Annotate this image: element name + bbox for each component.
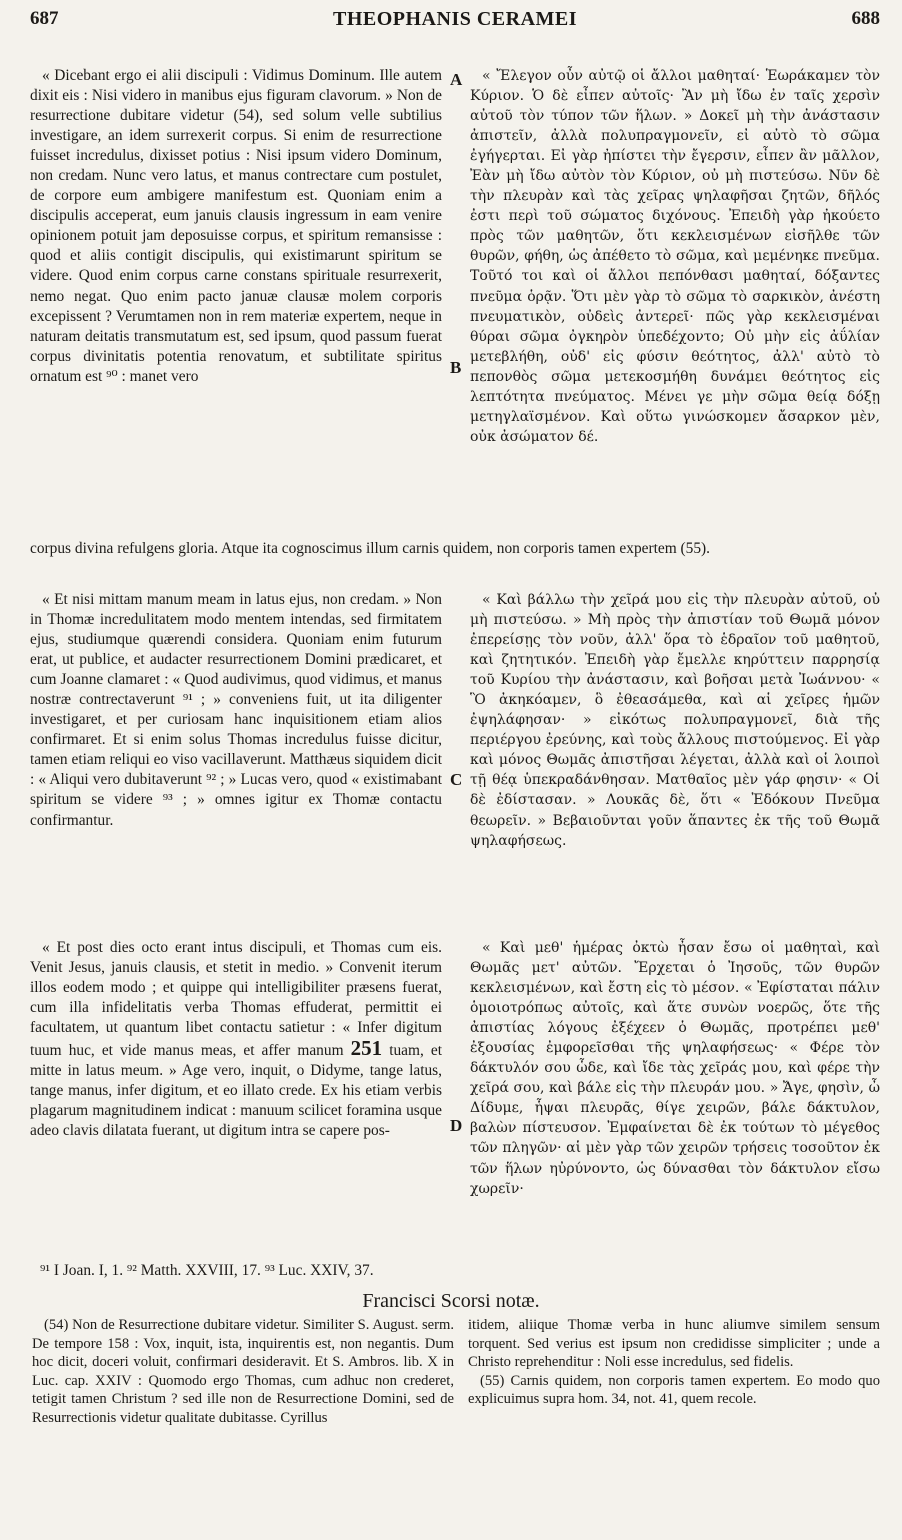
- notes-title: Francisci Scorsi notæ.: [362, 1290, 540, 1312]
- right-page-number: 688: [851, 8, 880, 29]
- latin-continuation: [30, 539, 880, 559]
- header-title: THEOPHANIS CERAMEI: [332, 8, 578, 30]
- margin-letter-a: A: [450, 70, 463, 89]
- margin-letter-b: B: [450, 358, 462, 377]
- latin-paragraph-3-part-a: « Et post dies octo erant intus discipuli, et Thomas cum eis. Venit Jesus, januis clausis, et stetit in medio. » Convenit iterum illos eodem modo ; et quippe qui intelligibiliter præsens fuerat, cum illa infidelitatis verba Thomas effuderat, permittit ei facultatem, ut quantum libet contactu satietur : « Infer digitum tuum huc, et vide manus meas, et affer manum: [30, 939, 442, 1060]
- note-54-continued: itidem, aliique Thomæ verba in hunc aliumve similem sensum torquent. Sed verius est ipsum non credidisse simpliciter ; unde a Christo reprehenditur : Noli esse incredulus, sed fidelis.: [468, 1317, 880, 1370]
- latin-column-section-2: [30, 590, 442, 831]
- left-page-number: 687: [30, 8, 59, 29]
- footnote-references: ⁹¹ I Joan. I, 1. ⁹² Matth. XXVIII, 17. ⁹³ Luc. XXIV, 37.: [40, 1262, 374, 1279]
- column-number: 251: [350, 1036, 383, 1061]
- greek-column-section-3: [470, 938, 880, 1199]
- latin-paragraph-2: « Et nisi mittam manum meam in latus ejus, non credam. » Non in Thomæ incredulitatem modo mentem intendas, sed firmitatem ejus, studiumque quærendi considera. Quoniam enim futurum erat, ut publice, et audacter resurrectionem Domini prædicaret, et cum Joanne clamaret : « Quod audivimus, quod vidimus, et manus nostræ contrectaverunt ⁹¹ ; » conveniens fuit, ut ita diligenter investigaret, et per curiosam hanc inquisitionem etiam alios confirmaret. Et si enim solus Thomas incredulus fuisse dicitur, tamen etiam reliqui eo viso vacillaverunt. Matthæus siquidem dicit : « Aliqui vero dubitaverunt ⁹² ; » Lucas vero, quod « existimabant spiritum se videre ⁹³ ; » omnes igitur ex Thomæ contactu confirmantur.: [30, 591, 442, 829]
- greek-column-section-2: [470, 590, 880, 851]
- latin-paragraph-3: [30, 938, 442, 1141]
- notes-right-column: [468, 1316, 880, 1409]
- latin-column-section-3: [30, 938, 442, 1141]
- note-54: (54) Non de Resurrectione dubitare videtur. Similiter S. August. serm. De tempore 158 : Vox, inquit, ista, inquirentis est, non negantis. Dum hoc dicit, doceri voluit, confirmari desideravit. Et S. Ambros. lib. X in Luc. cap. XXIV : Quomodo ergo Thomas, cum adhuc non crederet, tetigit tamen Christum ? sed ille non de Resurrectione Domini, sed de Resurrectionis videtur qualitate dubitasse. Cyrillus: [32, 1317, 454, 1426]
- latin-paragraph-1: « Dicebant ergo ei alii discipuli : Vidimus Dominum. Ille autem dixit eis : Nisi videro in manibus ejus figuram clavorum. » Non de resurrectione dubitare videtur (54), sed solum velle subtilius investigare, an idem surrexerit corpus. Si enim de resurrectione fuisset incredulus, dixisset potius : Nisi ipsum videro Dominum, non credam. Nunc vero latus, et manus contrectare cum postulet, de corpore eum ambigere manifestum est. Quoniam enim a discipulis acceperat, eum januis clausis ingressum in eam venire opinionem potuit jam deposuisse corpus, et spiritum remansisse : quod et aliis contigit discipulis, qui existimarunt spiritum se videre. Quod enim corpus carne constans spirituale resurrexerit, nemo negat. Quo enim pacto januæ clausæ molem corporis excepissent ? Verumtamen non in rem materiæ expertem, neque in naturam deitatis transmutatum est, sed ipsum, quod passum fuerat corpus divinitatis potentia renovatum, et subtilitate spiritus ornatum est ⁹⁰ : manet vero: [30, 67, 442, 385]
- latin-column-section-1: [30, 66, 442, 387]
- latin-paragraph-3-part-b: tuam, et mitte in latus meum. » Age vero, inquit, o Didyme, tange latus, tange manus, infer digitum, et eo illato crede. Ex his etiam verbis plagarum magnitudinem indicat : manuum scilicet foramina usque adeo clavis dilatata fuerant, ut digitum intra se capere pos-: [30, 1042, 442, 1140]
- greek-paragraph-2: « Καὶ βάλλω τὴν χεῖρά μου εἰς τὴν πλευρὰν αὐτοῦ, οὐ μὴ πιστεύσω. » Μὴ πρὸς τὴν ἀπιστίαν τοῦ Θωμᾶ μόνον ἐπερείσῃς τὸν νοῦν, ἀλλ' ὅρα τὸ ἑδραῖον τοῦ μαθητοῦ, καὶ ζητητικόν. Ἐπειδὴ γὰρ ἔμελλε κηρύττειν παρρησίᾳ τοῦ Κυρίου τὴν ἀνάστασιν, καὶ βοῆσαι μετὰ Ἰωάννου· « Ὃ ἀκηκόαμεν, ὃ ἐθεασάμεθα, καὶ αἱ χεῖρες ἡμῶν ἐψηλάφησαν· » εἰκότως πολυπραγμονεῖ, διὰ τῆς περιέργου ἐρεύνης, καὶ τοὺς ἄλλους πιστούμενος. Εἰ γὰρ καὶ μόνος Θωμᾶς ἀπιστῆσαι λέγεται, ἀλλὰ καὶ οἱ λοιποὶ τῇ θέᾳ ὑπεκραδάνθησαν. Ματθαῖος μὲν γάρ φησιν· « Οἱ δὲ ἐδίστασαν. » Λουκᾶς δὲ, ὅτι « Ἐδόκουν Πνεῦμα θεωρεῖν. » Βεβαιοῦνται γοῦν ἅπαντες ἐκ τῆς τοῦ Θωμᾶ ψηλαφήσεως.: [470, 592, 880, 849]
- latin-paragraph-1-continued: corpus divina refulgens gloria. Atque ita cognoscimus illum carnis quidem, non corporis tamen expertem (55).: [30, 540, 711, 557]
- greek-paragraph-1: « Ἔλεγον οὖν αὐτῷ οἱ ἄλλοι μαθηταί· Ἑωράκαμεν τὸν Κύριον. Ὁ δὲ εἶπεν αὐτοῖς· Ἂν μὴ ἴδω ἐν ταῖς χερσὶν αὐτοῦ τὸν τύπον τῶν ἥλων. » Δοκεῖ μὴ τὴν ἀνάστασιν ἀπιστεῖν, ἀλλὰ πολυπραγμονεῖν, εἰ αὐτὸ τὸ σῶμα ἐγήγερται. Εἰ γὰρ ἠπίστει τὴν ἔγερσιν, εἶπεν ἂν μᾶλλον, Ἐὰν μὴ ἴδω αὐτὸν τὸν Κύριον, οὐ μὴ πιστεύσω. Νῦν δὲ τὴν πλευρὰν καὶ τὰς χεῖρας ψηλαφῆσαι ζητῶν, δῆλός ἐστι περὶ τοῦ σώματος διχόνους. Ἐπειδὴ γὰρ ἠκούετο πρὸς τῶν μαθητῶν, ὅτι κεκλεισμένων εἰσῆλθε τῶν θυρῶν, φήθη, ὡς ἀπέθετο τὸ σῶμα, καὶ μεμένηκε πνεῦμα. Τοῦτό τοι καὶ οἱ ἄλλοι πεπόνθασι μαθηταί, δόξαντες πνεῦμα ὁρᾷν. Ὅτι μὲν γὰρ τὸ σῶμα τὸ σαρκικὸν, ἀνέστη πνευματικὸν, οὐδεὶς ἀντερεῖ· πῶς γὰρ κεκλεισμέναι θύραι σῶμα ὀγκηρὸν ὑπεδέχοντο; Οὐ μὴν εἰς ἀΰλίαν μετεβλήθη, οὐδ' εἰς φύσιν θεότητος, ἀλλ' αὐτὸ τὸ πεπονθὸς σῶμα μετεκοσμήθη δυνάμει θεότητος εἰς λεπτότητα πνεύματος. Μένει γε μὴν σῶμα θείᾳ δόξῃ μετηγλαϊσμένον. Καὶ οὕτω γινώσκομεν ἄσαρκον μὲν, οὐκ ἀσώματον δέ.: [470, 68, 880, 445]
- greek-column-section-1: [470, 66, 880, 447]
- notes-left-column: [32, 1316, 454, 1427]
- greek-paragraph-3: « Καὶ μεθ' ἡμέρας ὀκτὼ ἦσαν ἔσω οἱ μαθηταὶ, καὶ Θωμᾶς μετ' αὐτῶν. Ἔρχεται ὁ Ἰησοῦς, τῶν θυρῶν κεκλεισμένων, καὶ ἔστη εἰς τὸ μέσον. « Ἐφίσταται πάλιν ὁμοιοτρόπως αὐτοῖς, καὶ ἅτε συνὼν νοερῶς, ὅτε τῆς ἀπιστίας λόγους ἐξέχεεν ὁ Θωμᾶς, προτρέπει μεθ' ἐξουσίας ἐμφορεῖσθαι τῆς ψηλαφήσεως· « Φέρε τὸν δάκτυλόν σου ὧδε, καὶ ἴδε τὰς χεῖράς μου, καὶ φέρε τὴν χεῖρά σου, καὶ βάλε εἰς τὴν πλευράν μου. » Ἄγε, φησὶν, ὦ Δίδυμε, ἧψαι πλευρᾶς, θίγε χειρῶν, βάλε δάκτυλον, βαλὼν πίστευσον. Ἐμφαίνεται δὲ ἐκ τούτων τὸ μέγεθος τῶν πληγῶν· αἱ μὲν γὰρ τῶν χειρῶν τρήσεις τοσοῦτον ἐκ τῶν ἥλων ηὐρύνοντο, ὡς δύνασθαι τὸν δάκτυλον εἴσω χωρεῖν·: [470, 940, 880, 1197]
- margin-letter-d: D: [450, 1116, 463, 1135]
- running-header: [30, 8, 880, 34]
- margin-letter-c: C: [450, 770, 463, 789]
- note-55: (55) Carnis quidem, non corporis tamen expertem. Eo modo quo explicuimus supra hom. 34, not. 41, quem recole.: [468, 1372, 880, 1407]
